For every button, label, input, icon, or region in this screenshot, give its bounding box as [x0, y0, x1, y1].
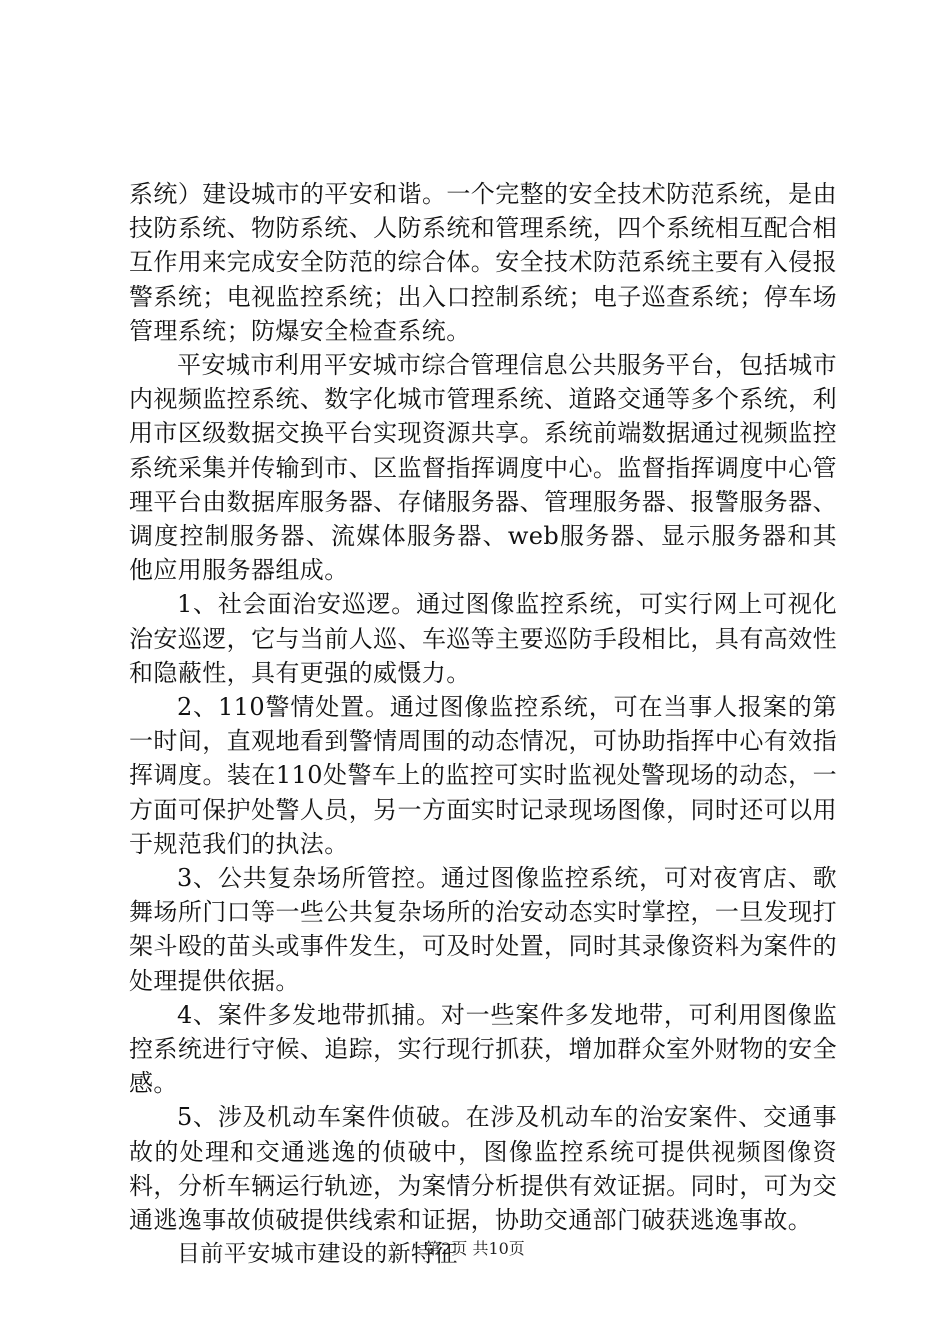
section-heading: 目前平安城市建设的新特征: [177, 1241, 458, 1268]
paragraph-continued: 系统）建设城市的平安和谐。一个完整的安全技术防范系统，是由技防系统、物防系统、人防系统和管理系统，四个系统相互配合相互作用来完成安全防范的综合体。安全技术防范系统主要有入侵报警系统；电视监控系统；出入口控制系统；电子巡查系统；停车场管理系统；防爆安全检查系统。: [129, 180, 837, 345]
page-footer: [0, 1239, 950, 1259]
paragraph-item-1: 1、社会面治安巡逻。通过图像监控系统，可实行网上可视化治安巡逻，它与当前人巡、车巡等主要巡防手段相比，具有高效性和隐蔽性，具有更强的威慑力。: [129, 590, 837, 687]
paragraph: 平安城市利用平安城市综合管理信息公共服务平台，包括城市内视频监控系统、数字化城市管理系统、道路交通等多个系统，利用市区级数据交换平台实现资源共享。系统前端数据通过视频监控系统采集并传输到市、区监督指挥调度中心。监督指挥调度中心管理平台由数据库服务器、存储服务器、管理服务器、报警服务器、调度控制服务器、流媒体服务器、web服务器、显示服务器和其他应用服务器组成。: [129, 351, 837, 585]
paragraph-item-4: 4、案件多发地带抓捕。对一些案件多发地带，可利用图像监控系统进行守候、追踪，实行现行抓获，增加群众室外财物的安全感。: [129, 1000, 837, 1098]
paragraph-item-5: 5、涉及机动车案件侦破。在涉及机动车的治安案件、交通事故的处理和交通逃逸的侦破中，图像监控系统可提供视频图像资料，分析车辆运行轨迹，为案情分析提供有效证据。同时，可为交通逃逸事故侦破提供线索和证据，协助交通部门破获逃逸事故。: [129, 1103, 837, 1235]
document-body: [129, 177, 837, 1272]
paragraph-item-3: 3、公共复杂场所管控。通过图像监控系统，可对夜宵店、歌舞场所门口等一些公共复杂场所的治安动态实时掌控，一旦发现打架斗殴的苗头或事件发生，可及时处置，同时其录像资料为案件的处理提供依据。: [129, 864, 837, 995]
paragraph-item-2: 2、110警情处置。通过图像监控系统，可在当事人报案的第一时间，直观地看到警情周围的动态情况，可协助指挥中心有效指挥调度。装在110处警车上的监控可实时监视处警现场的动态，一方面可保护处警人员，另一方面实时记录现场图像，同时还可以用于规范我们的执法。: [129, 693, 837, 858]
page-number: 第2页 共10页: [425, 1239, 525, 1258]
